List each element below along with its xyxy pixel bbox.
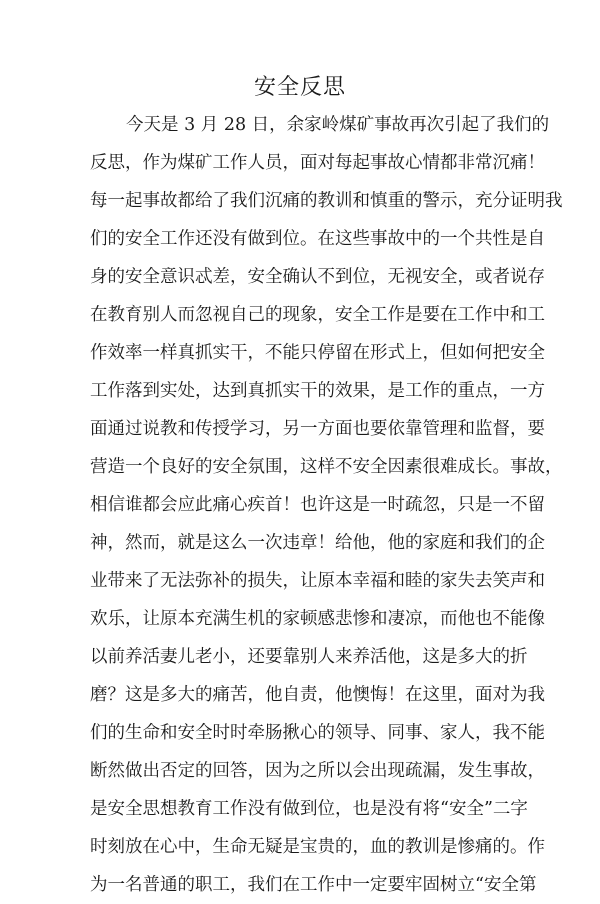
paragraph-line: 们的生命和安全时时牵肠揪心的领导、同事、家人，我不能 (90, 723, 545, 743)
document-body (90, 106, 563, 904)
paragraph-line: 相信谁都会应此痛心疾首！也许这是一时疏忽，只是一不留 (90, 495, 545, 515)
paragraph-line: 以前养活妻儿老小，还要靠别人来养活他，这是多大的折 (90, 647, 528, 667)
paragraph-line: 欢乐，让原本充满生机的家顿感悲惨和凄凉，而他也不能像 (90, 609, 545, 629)
paragraph-line: 工作落到实处，达到真抓实干的效果，是工作的重点，一方 (90, 381, 545, 401)
paragraph-line: 今天是 3 月 28 日，余家岭煤矿事故再次引起了我们的 (126, 115, 550, 135)
paragraph-line: 磨？这是多大的痛苦，他自责，他懊悔！在这里，面对为我 (90, 685, 545, 705)
paragraph-line: 业带来了无法弥补的损失，让原本幸福和睦的家失去笑声和 (90, 571, 545, 591)
paragraph-line: 时刻放在心中，生命无疑是宝贵的，血的教训是惨痛的。作 (90, 837, 545, 857)
paragraph-line: 神，然而，就是这么一次违章！给他，他的家庭和我们的企 (90, 533, 545, 553)
paragraph-line: 反思，作为煤矿工作人员，面对每起事故心情都非常沉痛！ (90, 153, 545, 173)
paragraph-line: 是安全思想教育工作没有做到位，也是没有将“安全”二字 (90, 799, 528, 819)
paragraph-line: 为一名普通的职工，我们在工作中一定要牢固树立“安全第 (90, 875, 537, 895)
paragraph-line: 面通过说教和传授学习，另一方面也要依靠管理和监督，要 (90, 419, 545, 439)
paragraph-line: 们的安全工作还没有做到位。在这些事故中的一个共性是自 (90, 229, 545, 249)
paragraph-line: 在教育别人而忽视自己的现象，安全工作是要在工作中和工 (90, 305, 545, 325)
paragraph-line: 断然做出否定的回答，因为之所以会出现疏漏，发生事故， (90, 761, 545, 781)
paragraph-line: 作效率一样真抓实干，不能只停留在形式上，但如何把安全 (90, 343, 545, 363)
paragraph-line: 每一起事故都给了我们沉痛的教训和慎重的警示，充分证明我 (90, 191, 563, 211)
paragraph-line: 身的安全意识忒差，安全确认不到位，无视安全，或者说存 (90, 267, 545, 287)
paragraph-line: 营造一个良好的安全氛围，这样不安全因素很难成长。事故， (90, 457, 563, 477)
document-title: 安全反思 (253, 75, 346, 100)
